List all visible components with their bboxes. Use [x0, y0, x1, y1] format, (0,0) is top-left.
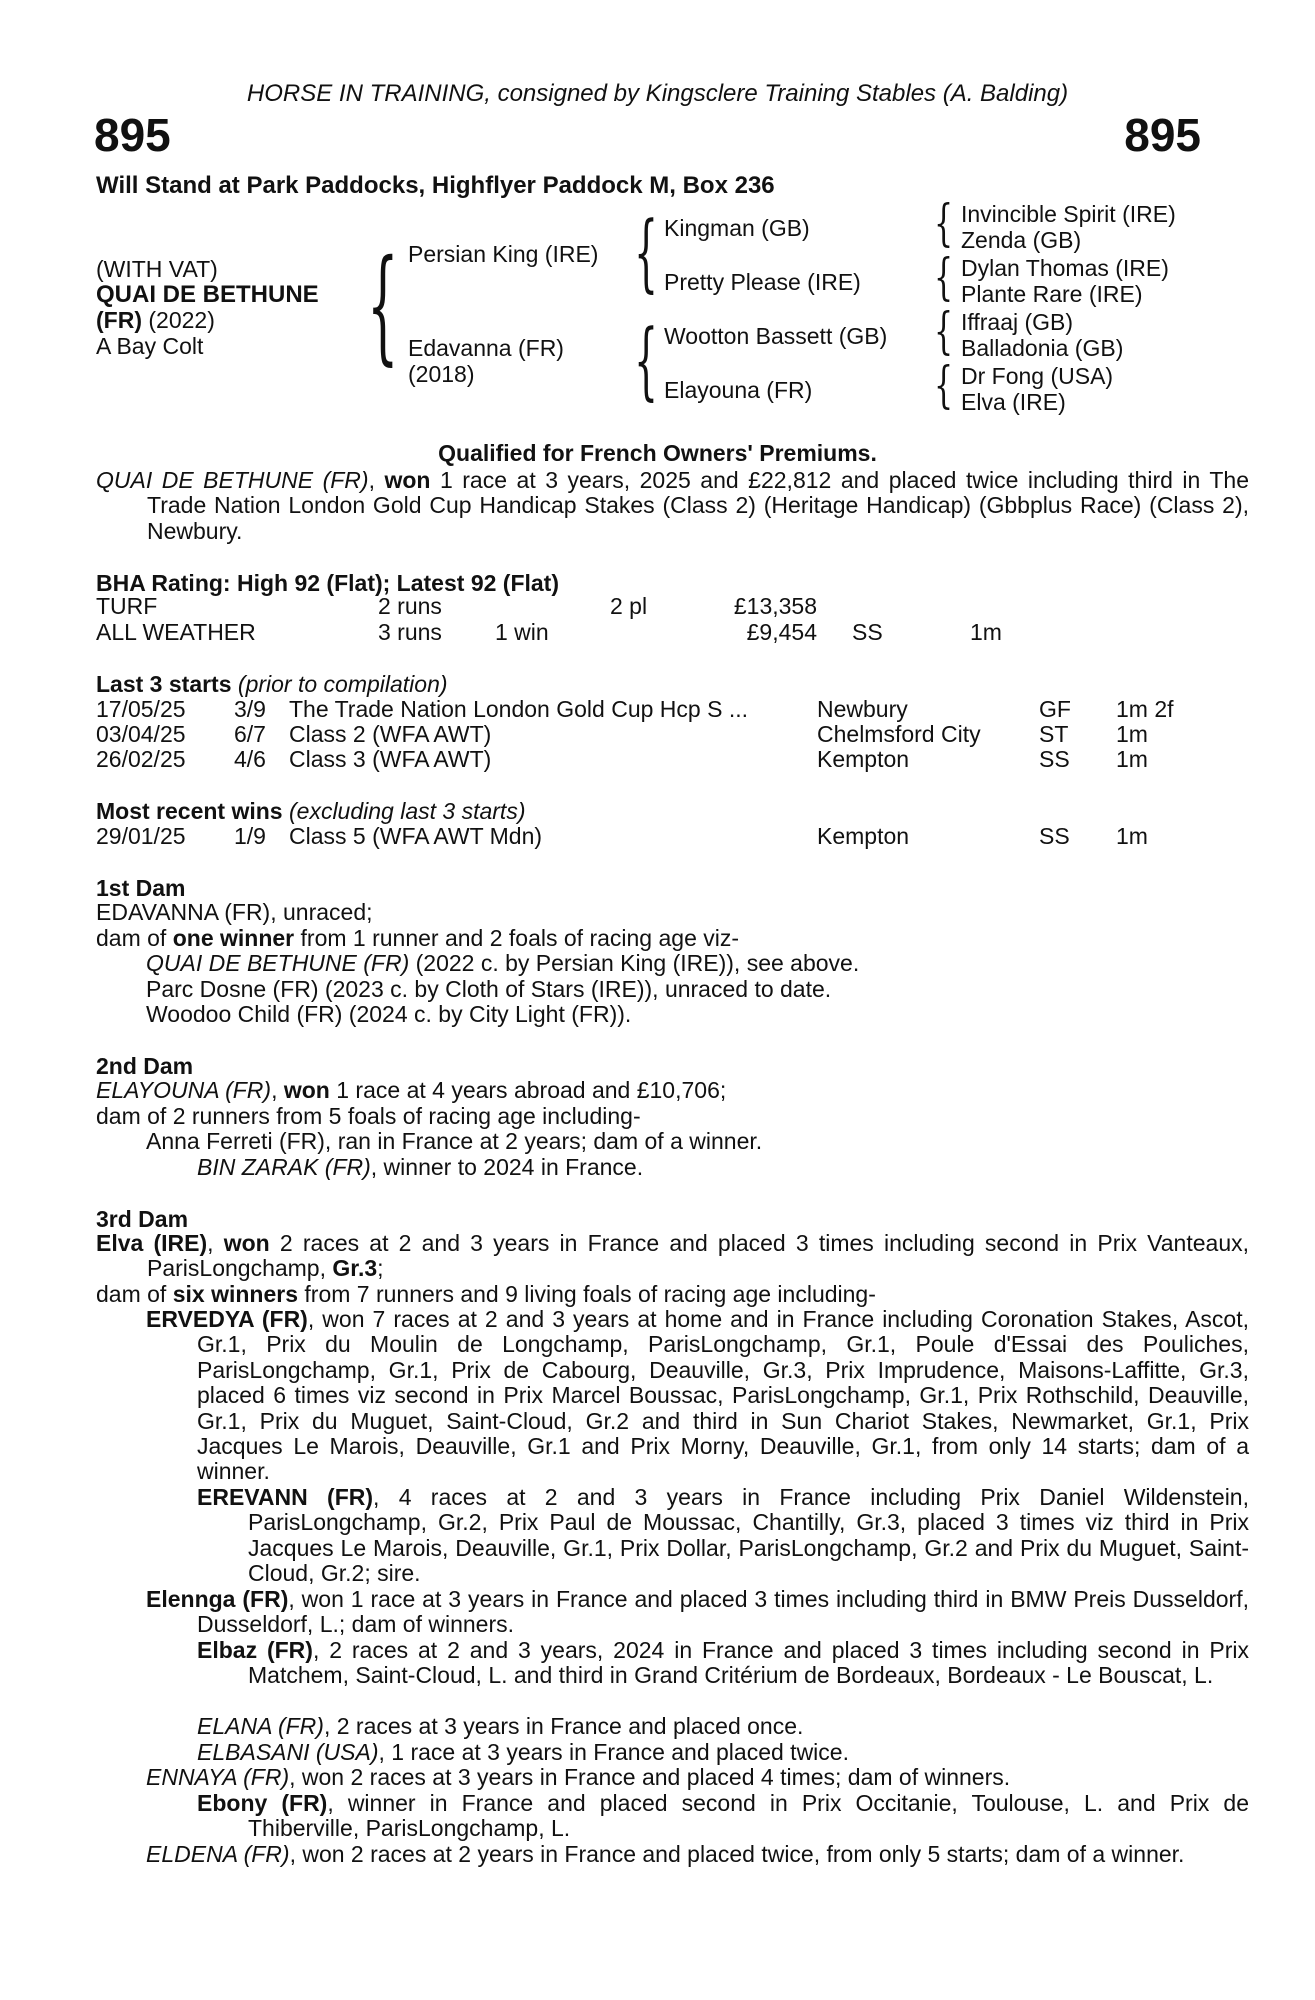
progeny-text: , winner in France and placed second in Prix Occitanie, Toulouse, L. and Prix de Thiberville, ParisLongchamp, L. [248, 1790, 1249, 1842]
progeny-name: Elbaz (FR) [197, 1637, 313, 1663]
progeny-name: EREVANN (FR) [197, 1484, 374, 1510]
brace-g2: { [934, 248, 954, 306]
ggp-5: Iffraaj (GB) [961, 309, 1074, 335]
first-dam-produce [96, 926, 739, 951]
course: Kempton [817, 746, 910, 772]
surface: ALL WEATHER [96, 619, 256, 645]
text: dam of [96, 925, 173, 951]
distance: 1m 2f [1116, 696, 1174, 722]
distance: 1m [1116, 746, 1148, 772]
third-dam-heading: 3rd Dam [96, 1206, 189, 1232]
progeny-3 [146, 1002, 631, 1027]
text: 1 race at 4 years abroad and £10,706; [329, 1077, 727, 1103]
third-dam-produce [96, 1282, 876, 1307]
going: SS [1039, 823, 1070, 849]
position: 6/7 [234, 721, 266, 747]
sire-dam: Pretty Please (IRE) [664, 269, 861, 295]
second-dam-heading: 2nd Dam [96, 1053, 194, 1079]
consignment-line: HORSE IN TRAINING, consigned by Kingsclere Training Stables (A. Balding) [246, 80, 1069, 107]
winners-count: one winner [172, 925, 295, 951]
course: Chelmsford City [817, 721, 981, 747]
premiums-note: Qualified for French Owners' Premiums. [438, 440, 877, 466]
ratings-row [0, 620, 1315, 646]
second-dam-produce: dam of 2 runners from 5 foals of racing age including- [96, 1103, 641, 1129]
last-starts-heading [96, 672, 448, 697]
progeny-erevann [197, 1485, 1249, 1587]
progeny-text: (2022 c. by Persian King (IRE)), see above. [409, 950, 860, 976]
recent-wins-note: (excluding last 3 starts) [289, 798, 526, 824]
brace-g3: { [934, 302, 954, 360]
ggp-2: Zenda (GB) [961, 227, 1082, 253]
progeny-name: QUAI DE BETHUNE (FR) [146, 950, 410, 976]
ggp-4: Plante Rare (IRE) [961, 281, 1143, 307]
won: won [223, 1230, 270, 1256]
progeny-name: ELDENA (FR) [146, 1841, 290, 1867]
course: Kempton [817, 823, 910, 849]
distance: 1m [970, 619, 1002, 645]
text: from 7 runners and 9 living foals of racing age including- [298, 1281, 876, 1307]
summary-won: won [384, 467, 431, 493]
recent-wins-heading [96, 799, 525, 824]
surface: TURF [96, 593, 158, 619]
lot-number-right: 895 [1124, 109, 1201, 161]
progeny-text: , won 2 races at 2 years in France and placed twice, from only 5 starts; dam of a winner. [289, 1841, 1185, 1867]
second-dam-progeny-1: Anna Ferreti (FR), ran in France at 2 years; dam of a winner. [146, 1128, 763, 1154]
race: The Trade Nation London Gold Cup Hcp S ... [289, 696, 748, 722]
start-row [0, 747, 1315, 773]
progeny-text: , won 2 races at 3 years in France and placed 4 times; dam of winners. [289, 1764, 1011, 1790]
going: ST [1039, 721, 1069, 747]
stand-location: Will Stand at Park Paddocks, Highflyer Paddock M, Box 236 [96, 172, 775, 199]
progeny-name: BIN ZARAK (FR) [197, 1154, 371, 1180]
progeny-name: ERVEDYA (FR) [146, 1306, 308, 1332]
progeny-text: , winner to 2024 in France. [370, 1154, 644, 1180]
progeny-name: Woodoo Child (FR) [146, 1001, 343, 1027]
progeny-name: Parc Dosne (FR) [146, 976, 319, 1002]
progeny-ervedya [146, 1307, 1249, 1485]
date: 03/04/25 [96, 721, 186, 747]
first-dam-line: EDAVANNA (FR), unraced; [96, 899, 373, 925]
race: Class 5 (WFA AWT Mdn) [289, 823, 543, 849]
pedigree-brace-main: { [367, 234, 399, 378]
ggp-7: Dr Fong (USA) [961, 363, 1114, 389]
ggp-3: Dylan Thomas (IRE) [961, 255, 1169, 281]
progeny-name: ENNAYA (FR) [146, 1764, 290, 1790]
bha-rating: BHA Rating: High 92 (Flat); Latest 92 (Flat) [96, 570, 559, 596]
horse-description: A Bay Colt [96, 333, 204, 359]
position: 4/6 [234, 746, 266, 772]
start-row [0, 722, 1315, 748]
won: won [283, 1077, 330, 1103]
dam-dam: Elayouna (FR) [664, 377, 813, 403]
second-dam-line: ELAYOUNA (FR), won 1 race at 4 years abroad and £10,706; [96, 1077, 727, 1103]
progeny-ennaya [146, 1765, 1010, 1790]
ratings-row [0, 594, 1315, 620]
recent-wins-title: Most recent wins [96, 798, 283, 824]
vat-note: (WITH VAT) [96, 256, 218, 282]
runs: 2 runs [378, 593, 442, 619]
sire-sire: Kingman (GB) [664, 215, 810, 241]
ggp-6: Balladonia (GB) [961, 335, 1124, 361]
progeny-elennga [146, 1587, 1249, 1638]
date: 17/05/25 [96, 696, 186, 722]
distance: 1m [1116, 823, 1148, 849]
prize: £9,454 [746, 619, 817, 645]
wins: 1 win [495, 619, 549, 645]
progeny-text: , 2 races at 3 years in France and placed once. [323, 1713, 804, 1739]
pedigree-brace-sire: { [634, 203, 659, 301]
horse-country: (FR) [96, 307, 142, 333]
progeny-ebony [197, 1791, 1249, 1842]
progeny-text: (2023 c. by Cloth of Stars (IRE)), unraced to date. [318, 976, 832, 1002]
date: 29/01/25 [96, 823, 186, 849]
progeny-1 [146, 951, 859, 976]
dam-sire: Wootton Bassett (GB) [664, 323, 888, 349]
going: SS [852, 619, 883, 645]
progeny-name: Ebony (FR) [197, 1790, 328, 1816]
ggp-1: Invincible Spirit (IRE) [961, 201, 1176, 227]
dam-name: Elva (IRE) [96, 1230, 208, 1256]
last-starts-note: (prior to compilation) [237, 671, 448, 697]
first-dam-heading: 1st Dam [96, 875, 186, 901]
going: GF [1039, 696, 1071, 722]
sire: Persian King (IRE) [408, 241, 599, 267]
position: 1/9 [234, 823, 266, 849]
second-dam-progeny-2 [197, 1155, 643, 1180]
progeny-name: Elennga (FR) [146, 1586, 289, 1612]
lot-number-left: 895 [94, 109, 171, 161]
progeny-text: (2024 c. by City Light (FR)). [342, 1001, 632, 1027]
race-summary: QUAI DE BETHUNE (FR), won 1 race at 3 years, 2025 and £22,812 and placed twice including third in The Trade Nation London Gold Cup Handicap Stakes (Class 2) (Heritage Handicap) (Gbbplus Race) (Class 2), Newbury. [96, 467, 1250, 544]
horse-name: QUAI DE BETHUNE [96, 281, 319, 308]
course: Newbury [817, 696, 908, 722]
winners-count: six winners [172, 1281, 298, 1307]
last-starts-title: Last 3 starts [96, 671, 232, 697]
dam-year: (2018) [408, 361, 475, 387]
horse-country-year [96, 308, 215, 333]
distance: 1m [1116, 721, 1148, 747]
pedigree-brace-dam: { [634, 311, 659, 409]
progeny-text: , 1 race at 3 years in France and placed twice. [378, 1739, 849, 1765]
summary-text: 1 race at 3 years, 2025 and £22,812 and placed twice including third in The Trade Nation London Gold Cup Handicap Stakes (Class 2) (Heritage Handicap) (Gbbplus Race) (Class 2), Newbury. [147, 467, 1250, 544]
race: Class 3 (WFA AWT) [289, 746, 492, 772]
horse-year: (2022) [141, 307, 215, 333]
dam-name: ELAYOUNA (FR) [96, 1077, 272, 1103]
dam: Edavanna (FR) [408, 335, 564, 361]
position: 3/9 [234, 696, 266, 722]
text: dam of [96, 1281, 173, 1307]
progeny-2 [146, 977, 831, 1002]
progeny-text: , 4 races at 2 and 3 years in France including Prix Daniel Wildenstein, ParisLongchamp, Gr.2, Prix Paul de Moussac, Chantilly, Gr.3, placed 3 times viz third in Prix Jacques Le Marois, Deauville, Gr.1, Prix Dollar, ParisLongchamp, Gr.2 and Prix du Muguet, Saint-Cloud, Gr.2; sire. [248, 1484, 1249, 1587]
progeny-name: ELBASANI (USA) [197, 1739, 379, 1765]
progeny-elana [197, 1714, 803, 1739]
progeny-elbasani [197, 1740, 849, 1765]
text: from 1 runner and 2 foals of racing age viz- [294, 925, 740, 951]
date: 26/02/25 [96, 746, 186, 772]
third-dam-record: Elva (IRE), won 2 races at 2 and 3 years in France and placed 3 times including second in Prix Vanteaux, ParisLongchamp, Gr.3; [96, 1230, 1250, 1282]
progeny-text: , won 7 races at 2 and 3 years at home and in France including Coronation Stakes, Ascot, Gr.1, Prix du Moulin de Longchamp, ParisLongchamp, Gr.1, Poule d'Essai des Pouliches, ParisLongchamp, Gr.1, Prix de Cabourg, Deauville, Gr.3, Prix Imprudence, Maisons-Laffitte, Gr.3, placed 6 times viz second in Prix Marcel Boussac, ParisLongchamp, Gr.1, Prix Rothschild, Deauville, Gr.1, Prix du Muguet, Saint-Cloud, Gr.2 and third in Sun Chariot Stakes, Newmarket, Gr.1, Prix Jacques Le Marois, Deauville, Gr.1 and Prix Morny, Deauville, Gr.1, from only 14 starts; dam of a winner. [197, 1306, 1250, 1485]
brace-g4: { [934, 356, 954, 414]
grade: Gr.3 [332, 1255, 378, 1282]
brace-g1: { [934, 194, 954, 252]
progeny-text: , won 1 race at 3 years in France and placed 3 times including third in BMW Preis Dusseldorf, Dusseldorf, L.; dam of winners. [197, 1586, 1249, 1638]
placed: 2 pl [610, 593, 648, 619]
prize: £13,358 [733, 593, 817, 619]
progeny-eldena [146, 1842, 1249, 1867]
runs: 3 runs [378, 619, 442, 645]
start-row [0, 697, 1315, 723]
race: Class 2 (WFA AWT) [289, 721, 492, 747]
ggp-8: Elva (IRE) [961, 389, 1066, 415]
progeny-elbaz [197, 1638, 1249, 1689]
win-row [0, 824, 1315, 850]
summary-horse-name: QUAI DE BETHUNE (FR) [96, 467, 369, 493]
progeny-name: ELANA (FR) [197, 1713, 324, 1739]
text: ; [377, 1255, 384, 1282]
progeny-text: , 2 races at 2 and 3 years, 2024 in France and placed 3 times including second in Prix Matchem, Saint-Cloud, L. and third in Grand Critérium de Bordeaux, Bordeaux - Le Bouscat, L. [248, 1637, 1249, 1689]
text: 2 races at 2 and 3 years in France and placed 3 times including second in Prix Vanteaux, ParisLongchamp, [147, 1230, 1250, 1282]
going: SS [1039, 746, 1070, 772]
